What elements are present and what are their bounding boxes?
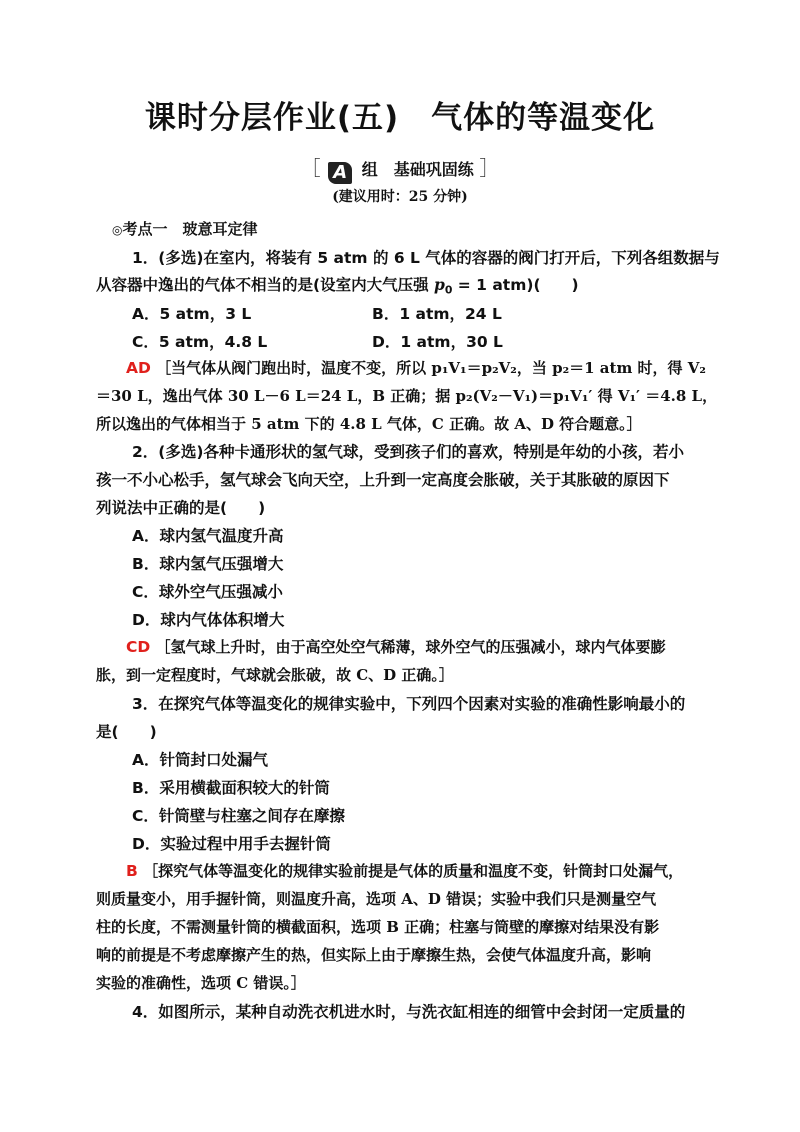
q3-answer-key: B (126, 862, 138, 880)
group-heading (0, 152, 800, 184)
q3-answer-line-1 (126, 860, 683, 881)
q3-option-d: D．实验过程中用手去握针筒 (132, 835, 331, 853)
q3-answer-line-2: 则质量变小，用手握针筒，则温度升高，选项 A、D 错误；实验中我们只是测量空气 (96, 890, 657, 908)
q3-answer-line-3: 柱的长度，不需测量针筒的横截面积，选项 B 正确；柱塞与筒壁的摩擦对结果没有影 (96, 918, 660, 936)
q3-option-a: A．针筒封口处漏气 (132, 751, 268, 769)
q1-answer-line-1 (126, 357, 706, 378)
q3-answer-text-1: ［探究气体等温变化的规律实验前提是气体的质量和温度不变，针筒封口处漏气， (143, 862, 684, 880)
q3-option-c: C．针筒壁与柱塞之间存在摩擦 (132, 807, 345, 825)
q2-line-1: 2．(多选)各种卡通形状的氢气球，受到孩子们的喜欢，特别是年幼的小孩，若小 (132, 443, 684, 461)
q2-answer-key: CD (126, 638, 151, 656)
q1-option-b: B．1 atm，24 L (372, 305, 502, 323)
q2-option-c: C．球外空气压强减小 (132, 583, 283, 601)
q3-line-2: 是( ) (96, 723, 157, 741)
q1-answer-text-1: ［当气体从阀门跑出时，温度不变，所以 p₁V₁＝p₂V₂，当 p₂＝1 atm 时，得 V₂ (156, 359, 706, 377)
q2-line-3: 列说法中正确的是( ) (96, 499, 266, 517)
q2-answer-line-2: 胀，到一定程度时，气球就会胀破，故 C、D 正确。］ (96, 666, 454, 684)
q1-p-symbol: p (433, 275, 445, 294)
group-label: 组 基础巩固练 (361, 160, 474, 179)
q3-answer-line-4: 响的前提是不考虑摩擦产生的热，但实际上由于摩擦生热，会使气体温度升高，影响 (96, 946, 652, 964)
page-title: 课时分层作业(五) 气体的等温变化 (144, 100, 656, 136)
suggested-time: (建议用时：25 分钟) (332, 189, 468, 205)
q1-line-2-text: 从容器中逸出的气体不相当的是(设室内大气压强 (96, 276, 434, 294)
section-label: 考点一 玻意耳定律 (122, 220, 258, 238)
group-bracket-close: ］ (479, 156, 500, 180)
q1-answer-key: AD (126, 359, 151, 377)
q2-option-d: D．球内气体体积增大 (132, 611, 285, 629)
section-marker-icon: ◎ (112, 223, 123, 237)
q1-option-d: D．1 atm，30 L (372, 333, 503, 351)
q1-line-2-tail: = 1 atm)( ) (452, 276, 579, 294)
q1-p-subscript: 0 (444, 283, 453, 297)
q1-option-a: A．5 atm，3 L (132, 305, 252, 323)
q2-option-a: A．球内氢气温度升高 (132, 527, 284, 545)
q2-answer-line-1 (126, 636, 666, 657)
section-heading (112, 218, 258, 239)
q2-answer-text-1: ［氢气球上升时，由于高空处空气稀薄，球外空气的压强减小，球内气体要膨 (155, 638, 666, 656)
q1-answer-line-3: 所以逸出的气体相当于 5 atm 下的 4.8 L 气体，C 正确。故 A、D 符合题意。］ (96, 415, 642, 433)
group-badge-a: A (328, 162, 352, 184)
q3-line-1: 3．在探究气体等温变化的规律实验中，下列四个因素对实验的准确性影响最小的 (132, 695, 686, 713)
q3-option-b: B．采用横截面积较大的针筒 (132, 779, 330, 797)
q1-answer-line-2: ＝30 L，逸出气体 30 L－6 L＝24 L，B 正确；据 p₂(V₂－V₁)＝p₁V₁′ 得 V₁′ ＝4.8 L， (96, 387, 718, 405)
q1-line-1: 1．(多选)在室内，将装有 5 atm 的 6 L 气体的容器的阀门打开后，下列各组数据与 (132, 249, 720, 267)
q1-line-2 (96, 273, 579, 296)
q1-option-c: C．5 atm，4.8 L (132, 333, 268, 351)
group-bracket-open: ［ (300, 156, 321, 180)
q3-answer-line-5: 实验的准确性，选项 C 错误。］ (96, 974, 306, 992)
q2-line-2: 孩一不小心松手，氢气球会飞向天空，上升到一定高度会胀破，关于其胀破的原因下 (96, 471, 670, 489)
q4-line-1: 4．如图所示，某种自动洗衣机进水时，与洗衣缸相连的细管中会封闭一定质量的 (132, 1003, 686, 1021)
q2-option-b: B．球内氢气压强增大 (132, 555, 284, 573)
